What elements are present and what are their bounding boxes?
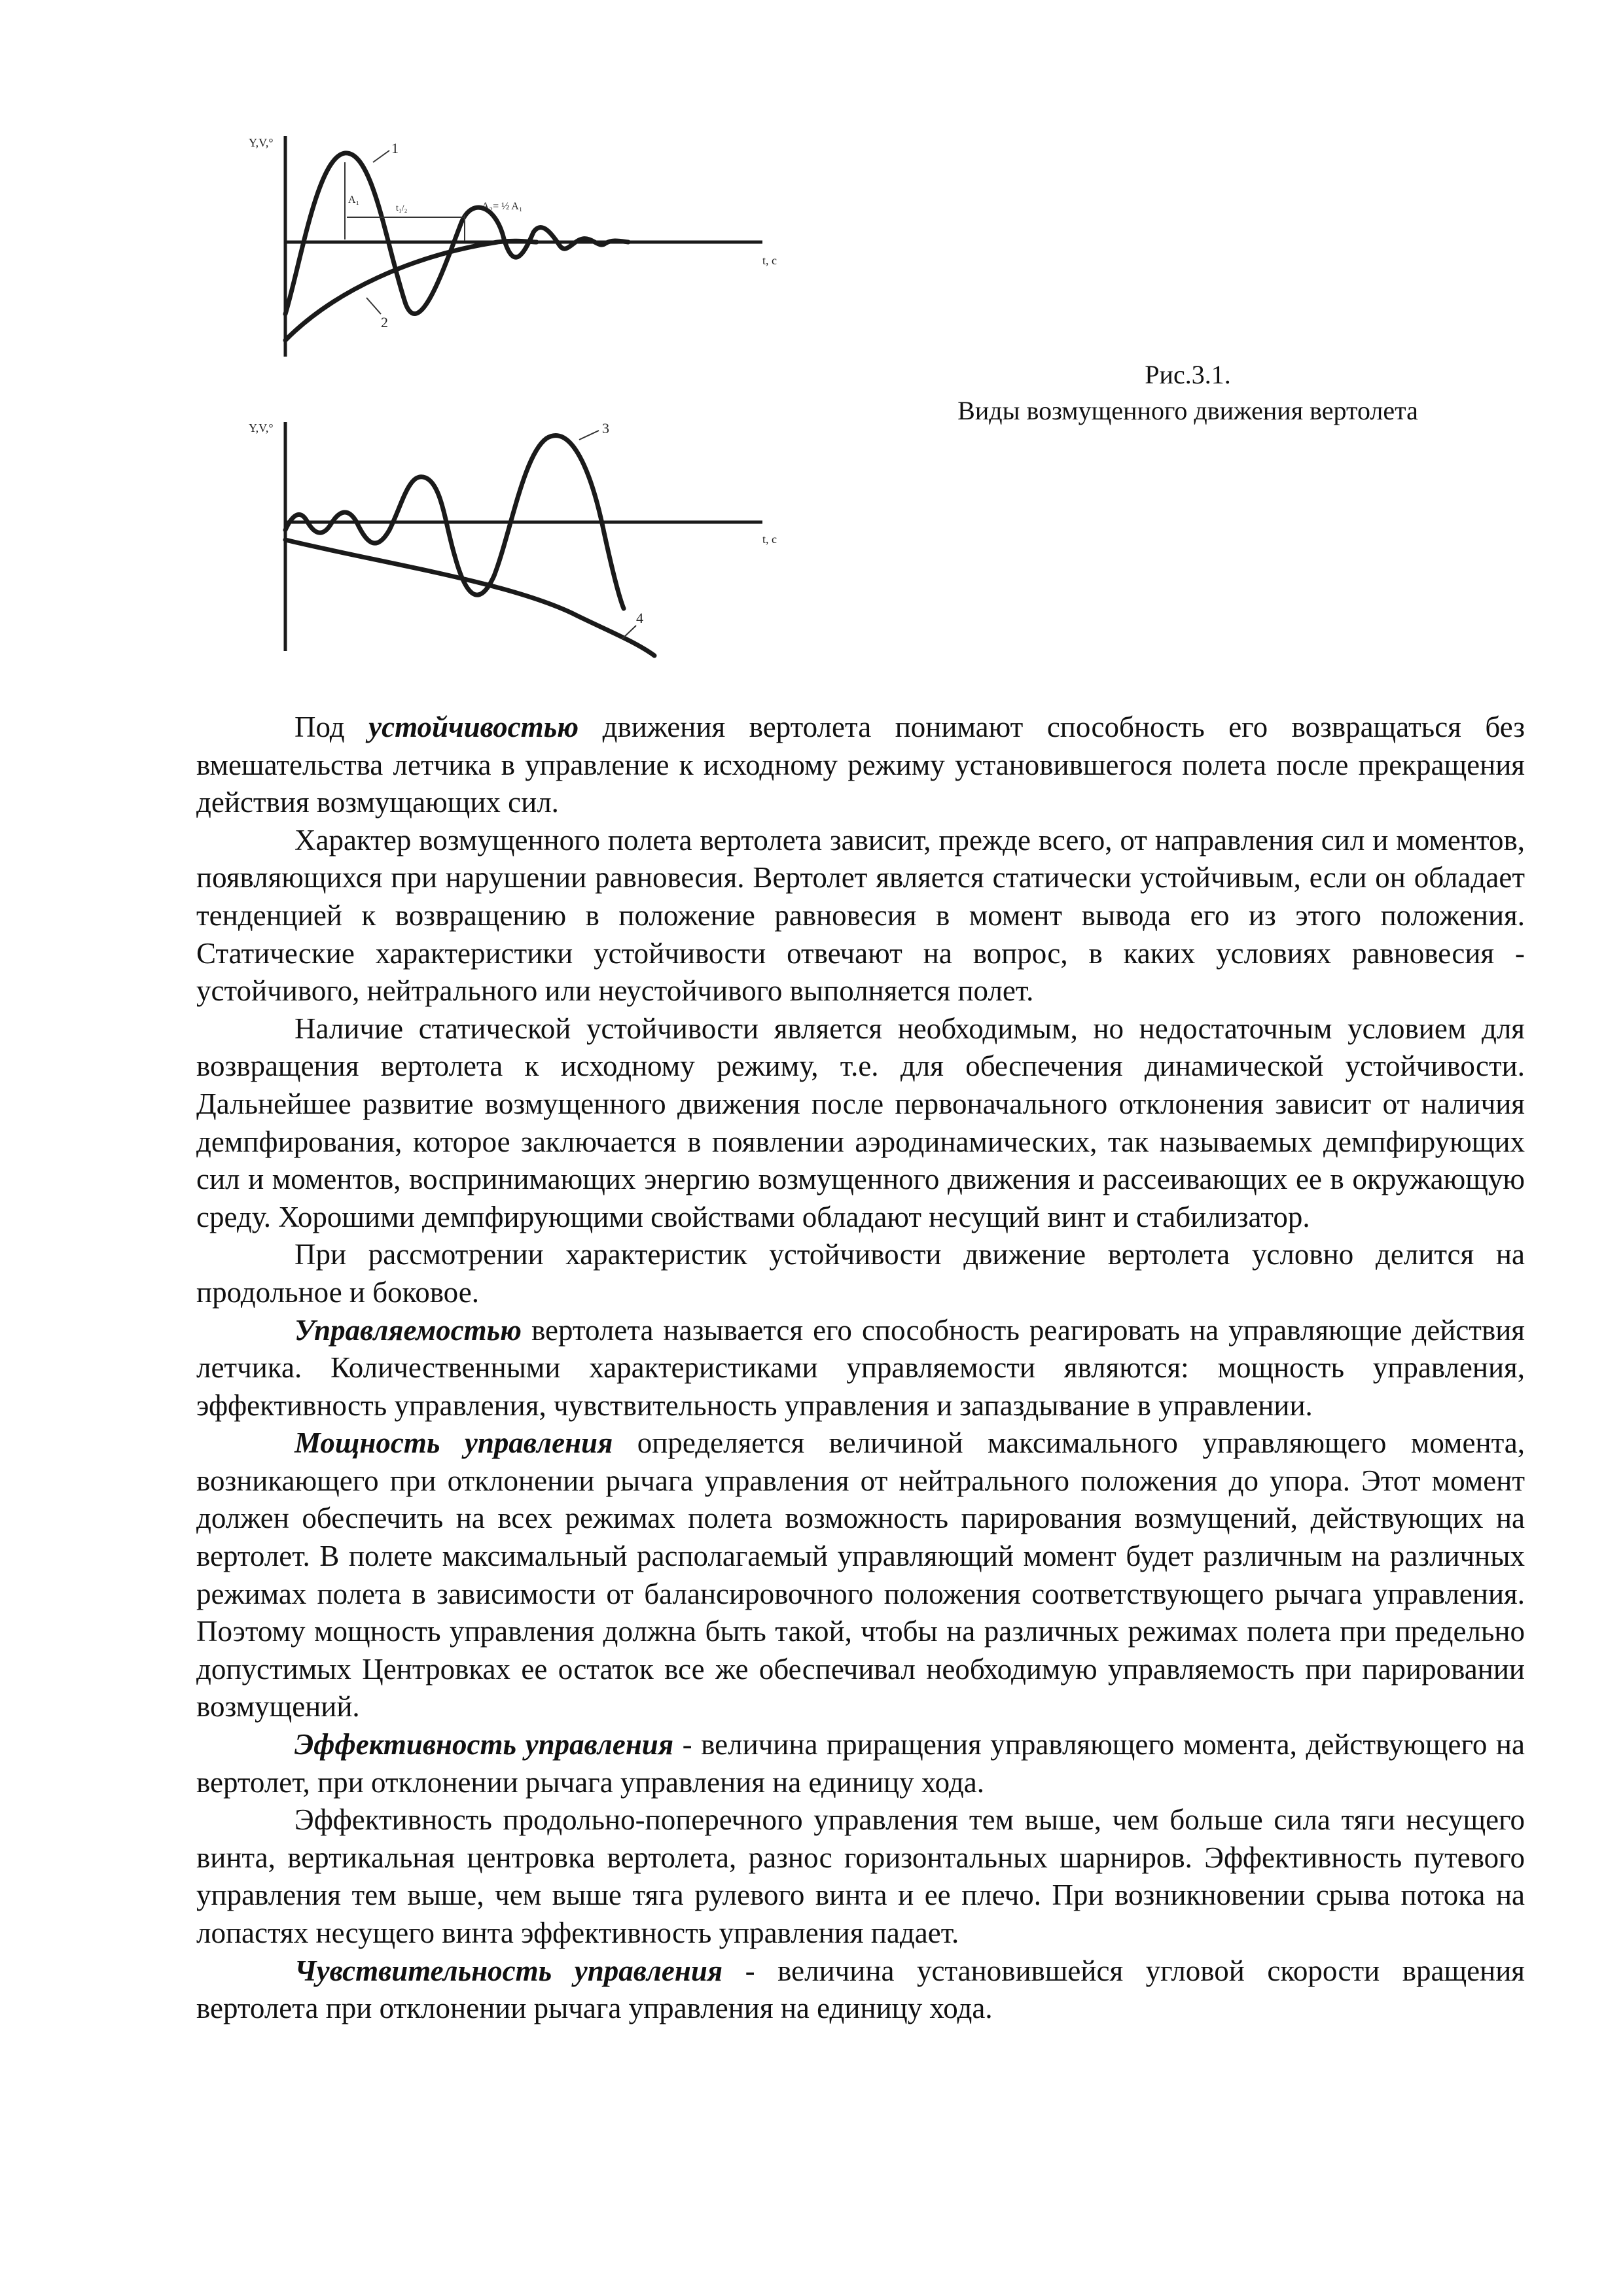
curve-3-leader — [579, 431, 599, 440]
curve-1-damped-oscillation — [285, 153, 628, 314]
caption-number: Рис.3.1. — [1145, 360, 1231, 389]
curve-1-label: 1 — [391, 140, 399, 156]
curve-2-aperiodic-decay — [285, 241, 537, 340]
a2-label: A₂= ½ A₁ — [482, 201, 523, 212]
paragraph-control-power: Мощность управления определяется величиной максимального управляющего момента, возникающего при отклонении рычага управления от нейтрального положения до упора. Этот момент должен обеспечить на всех режимах полета возможность парирования возмущений, действующих на вертолет. В полете максимальный располагаемый управляющий момент будет различным на различных режимах полета в зависимости от балансировочного положения соответствующего рычага управления. Поэтому мощность управления должна быть такой, чтобы на различных режимах полета при предельно допустимых Центровках ее остаток все же обеспечивал необходимую управляемость при парировании возмущений. — [196, 1426, 1525, 1723]
paragraph-longitudinal-lateral: При рассмотрении характеристик устойчивости движение вертолета условно делится на продольное и боковое. — [196, 1238, 1525, 1309]
curve-3-label: 3 — [602, 420, 609, 436]
top-plot — [249, 136, 777, 357]
figure-disturbed-motion — [236, 124, 825, 667]
bottom-time-label: t, c — [762, 533, 777, 546]
body-text — [196, 709, 1525, 2028]
a1-label: A₁ — [348, 194, 360, 205]
paragraph-control-effectiveness: Эффективность управления - величина приращения управляющего момента, действующего на вертолет, при отклонении рычага управления на единицу хода. — [196, 1728, 1525, 1799]
curve-2-label: 2 — [381, 314, 388, 330]
term-control-power: Мощность управления — [294, 1426, 613, 1460]
paragraph-effectiveness-factors: Эффективность продольно-поперечного управления тем выше, чем больше сила тяги несущего винта, вертикальная центровка вертолета, разнос горизонтальных шарниров. Эффективность путевого управления тем выше, чем выше тяга рулевого винта и ее плечо. При возникновении срыва потока на лопастях несущего винта эффективность управления падает. — [196, 1803, 1525, 1949]
curve-1-leader — [373, 150, 389, 162]
bottom-plot — [249, 420, 777, 656]
paragraph-static-stability: Характер возмущенного полета вертолета зависит, прежде всего, от направления сил и моментов, появляющихся при нарушении равновесия. Вертолет является статически устойчивым, если он обладает тенденцией к возвращению в положение равновесия в момент вывода его из этого положения. Статические характеристики устойчивости отвечают на вопрос, в каких условиях равновесия - устойчивого, нейтрального или неустойчивого выполняется полет. — [196, 823, 1525, 1008]
curve-4-aperiodic-divergence — [285, 540, 654, 656]
paragraph-stability: Под устойчивостью движения вертолета понимают способность его возвращаться без вмешательства летчика в управление к исходному режиму установившегося полета после прекращения действия возмущающих сил. — [196, 711, 1525, 819]
term-control-effectiveness: Эффективность управления — [294, 1728, 674, 1761]
top-axis-label: Y,V,° — [249, 136, 274, 149]
paragraph-control-sensitivity: Чувствительность управления - величина установившейся угловой скорости вращения вертолета при отклонении рычага управления на единицу хода. — [196, 1954, 1525, 2025]
paragraph-controllability: Управляемостью вертолета называется его способность реагировать на управляющие действия летчика. Количественными характеристиками управляемости являются: мощность управления, эффективность управления, чувствительность управления и запаздывание в управлении. — [196, 1313, 1525, 1422]
period-label: t₁/₂ — [396, 203, 408, 213]
paragraph-damping: Наличие статической устойчивости является необходимым, но недостаточным условием для возвращения вертолета к исходному режиму, т.е. для обеспечения динамической устойчивости. Дальнейшее развитие возмущенного движения после первоначального отклонения зависит от наличия демпфирования, которое заключается в появлении аэродинамических, так называемых демпфирующих сил и моментов, воспринимающих энергию возмущенного движения и рассеивающих ее в окружающую среду. Хорошими демпфирующими свойствами обладают несущий винт и стабилизатор. — [196, 1012, 1525, 1233]
term-controllability: Управляемостью — [294, 1313, 522, 1347]
term-stability: устойчивостью — [368, 711, 579, 743]
caption-title: Виды возмущенного движения вертолета — [957, 396, 1418, 425]
term-control-sensitivity: Чувствительность управления — [294, 1954, 723, 1987]
curve-4-label: 4 — [636, 610, 643, 626]
top-time-label: t, c — [762, 254, 777, 267]
bottom-axis-label: Y,V,° — [249, 421, 274, 434]
curve-2-leader — [366, 298, 381, 314]
curve-4-leader — [622, 626, 636, 639]
figure-caption — [877, 357, 1499, 429]
